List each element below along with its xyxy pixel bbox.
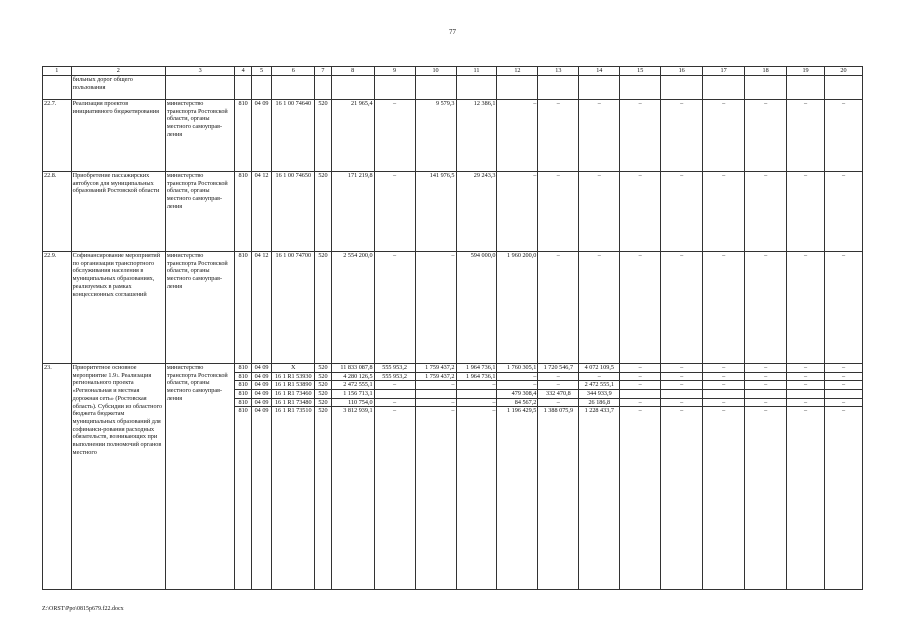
sub-cell: X	[272, 364, 314, 373]
sub-cell: 520	[318, 407, 328, 415]
sub-cell: 1 759 437,2	[416, 364, 456, 373]
sub-cell: 1 388 075,9	[543, 407, 574, 415]
sub-cell: 1 760 305,1	[497, 364, 537, 373]
cell-c11: 12 386,1	[456, 100, 497, 172]
cell-c4: 810	[235, 100, 251, 172]
sub-cell: 2 472 555,1	[579, 381, 619, 390]
cell-executor: министерство транспорта Ростовской области, органы местного самоуправ-ления	[165, 364, 235, 590]
sub-cell	[457, 390, 497, 399]
column-header: 13	[538, 67, 579, 76]
column-header: 12	[497, 67, 538, 76]
sub-cell: –	[661, 364, 702, 373]
sub-cell	[745, 390, 786, 399]
cell-c9: –	[374, 172, 415, 252]
continuation-row	[43, 76, 863, 100]
sub-cell: –	[825, 373, 862, 382]
cell-name: Приобретение пассажирских автобусов для муниципальных образований Ростовской области	[71, 172, 165, 252]
column-header: 18	[745, 67, 787, 76]
cell-num: 22.7.	[43, 100, 72, 172]
cell-c14	[579, 364, 620, 590]
cell-c10: 9 579,3	[415, 100, 456, 172]
sub-cell: 26 186,8	[579, 399, 619, 408]
sub-cell: –	[841, 407, 846, 415]
cell-c17: –	[703, 172, 745, 252]
cell-c6: 16 1 00 74650	[272, 172, 315, 252]
sub-cell: 16 1 R1 53890	[272, 381, 314, 390]
sub-cell: –	[745, 399, 786, 408]
cell-c11	[456, 364, 497, 590]
table-row	[43, 100, 863, 172]
sub-cell: –	[787, 399, 824, 408]
sub-cell: –	[638, 407, 642, 415]
cell-c4: 810	[235, 252, 251, 364]
cell-c6	[272, 364, 315, 590]
cell-c14: –	[579, 172, 620, 252]
sub-cell: 810	[235, 399, 250, 408]
sub-cell: 332 470,8	[538, 390, 578, 399]
sub-cell: –	[803, 407, 808, 415]
cell-c13: –	[538, 252, 579, 364]
sub-cell: 1 156 713,1	[332, 390, 374, 399]
sub-cell: –	[457, 381, 497, 390]
sub-cell: 479 308,4	[497, 390, 537, 399]
sub-cell: –	[497, 373, 537, 382]
sub-cell	[375, 390, 415, 399]
cell-c12: –	[497, 100, 538, 172]
sub-cell: 04 09	[254, 407, 269, 415]
cell-c15: –	[620, 100, 661, 172]
cell-num: 22.9.	[43, 252, 72, 364]
sub-cell	[661, 390, 702, 399]
sub-cell: 4 280 126,5	[332, 373, 374, 382]
cell-c16	[661, 364, 703, 590]
cell-c15	[620, 364, 661, 590]
cell-c16: –	[661, 252, 703, 364]
sub-cell: –	[787, 381, 824, 390]
sub-cell: –	[538, 373, 578, 382]
column-header: 10	[415, 67, 456, 76]
cell-c15: –	[620, 172, 661, 252]
sub-cell: 1 964 736,1	[457, 364, 497, 373]
sub-cell: –	[787, 373, 824, 382]
sub-cell: –	[492, 407, 496, 415]
cell-c7	[315, 364, 331, 590]
footer-file-path: Z:\ORST\Ppo\0815p679.f22.docx	[42, 606, 124, 612]
column-header: 6	[272, 67, 315, 76]
table-row	[43, 172, 863, 252]
budget-table	[42, 66, 863, 590]
name-part: . Реализация регионального проекта «Региональная и местная дорожная сеть» (Ростовская область). Субсидии из областного бюджета бюджетам муниципальных образований для софинанси-рования расходных обязательств, возникающих при выполнении полномочий органов местного	[72, 371, 163, 456]
sub-cell: –	[764, 407, 768, 415]
sub-cell: 520	[315, 381, 330, 390]
sub-cell: 1 196 429,5	[506, 407, 537, 415]
cell-c17: –	[703, 252, 745, 364]
cell-c7: 520	[315, 100, 331, 172]
column-header: 1	[43, 67, 72, 76]
sub-cell: 04 09	[252, 390, 271, 399]
cell-c13: –	[538, 172, 579, 252]
sub-cell: –	[538, 381, 578, 390]
cell-c14: –	[579, 252, 620, 364]
sub-cell: 1 720 546,7	[538, 364, 578, 373]
sub-cell: –	[661, 373, 702, 382]
sub-cell: –	[661, 381, 702, 390]
cell-executor: министерство транспорта Ростовской области, органы местного самоуправ-ления	[165, 252, 235, 364]
column-header: 15	[620, 67, 661, 76]
cell-c20: –	[824, 252, 862, 364]
sub-cell: 520	[315, 364, 330, 373]
sub-cell: 84 567,2	[497, 399, 537, 408]
sub-cell: –	[538, 399, 578, 408]
sub-cell: –	[451, 407, 455, 415]
cell-c16: –	[661, 100, 703, 172]
cell-c5: 04 12	[251, 252, 271, 364]
sub-cell: 04 09	[252, 399, 271, 408]
sub-cell: 810	[235, 373, 250, 382]
cell-c10	[415, 364, 456, 590]
sub-cell: –	[787, 364, 824, 373]
column-header: 16	[661, 67, 703, 76]
sub-cell: 344 933,9	[579, 390, 619, 399]
sub-cell: 520	[315, 399, 330, 408]
sub-cell: –	[393, 407, 397, 415]
sub-cell: 16 1 R1 53930	[272, 373, 314, 382]
sub-cell: –	[620, 373, 660, 382]
cell-name: Реализация проектов инициативного бюджетирования	[71, 100, 165, 172]
cell-c20: –	[824, 100, 862, 172]
sub-cell: 1 964 736,1	[457, 373, 497, 382]
cell-num: 23.	[43, 364, 72, 590]
column-header: 11	[456, 67, 497, 76]
cell-c19: –	[787, 172, 825, 252]
cell-c13: –	[538, 100, 579, 172]
table-row	[43, 252, 863, 364]
cell-c18: –	[745, 252, 787, 364]
column-header: 4	[235, 67, 251, 76]
cell-c14: –	[579, 100, 620, 172]
sub-cell: 3 812 939,1	[343, 407, 373, 415]
sub-cell: –	[416, 399, 456, 408]
cell-c16: –	[661, 172, 703, 252]
cell-c5: 04 09	[251, 100, 271, 172]
sub-cell: –	[745, 381, 786, 390]
cell-c17: –	[703, 100, 745, 172]
sub-cell: –	[620, 364, 660, 373]
cell-c12: 1 960 200,0	[497, 252, 538, 364]
column-header: 8	[331, 67, 374, 76]
sub-cell: –	[620, 399, 660, 408]
sub-cell: 520	[315, 390, 330, 399]
sub-cell: 4 072 109,5	[579, 364, 619, 373]
cell-c4: 810	[235, 172, 251, 252]
cell-c15: –	[620, 252, 661, 364]
sub-cell: –	[825, 364, 862, 373]
sub-cell: –	[825, 381, 862, 390]
cell-c10: 141 976,5	[415, 172, 456, 252]
table-row	[43, 364, 863, 590]
sub-cell: –	[497, 381, 537, 390]
sub-cell: –	[375, 381, 415, 390]
cell-c18: –	[745, 172, 787, 252]
column-header: 5	[251, 67, 271, 76]
sub-cell: –	[703, 373, 744, 382]
sub-cell: 2 472 555,1	[332, 381, 374, 390]
sub-cell: –	[745, 364, 786, 373]
cell-c11: 594 000,0	[456, 252, 497, 364]
cell-c20: –	[824, 172, 862, 252]
cell-c9: –	[374, 252, 415, 364]
sub-cell: 810	[238, 407, 248, 415]
sub-cell: 16 1 R1 73460	[272, 390, 314, 399]
sub-cell: 810	[235, 364, 250, 373]
sub-cell: –	[703, 381, 744, 390]
cell-c17	[703, 364, 745, 590]
sub-cell: 11 833 087,8	[332, 364, 374, 373]
sub-cell: 04 09	[252, 364, 271, 373]
cell-c13	[538, 364, 579, 590]
cell-c19	[787, 364, 825, 590]
sub-cell: –	[703, 399, 744, 408]
cell-c8: 2 554 200,0	[331, 252, 374, 364]
cell-executor: министерство транспорта Ростовской области, органы местного самоуправ-ления	[165, 100, 235, 172]
cell-c10: –	[415, 252, 456, 364]
sub-cell: 810	[235, 381, 250, 390]
cell-c9	[374, 364, 415, 590]
sub-cell	[620, 390, 660, 399]
sub-cell: 04 09	[252, 373, 271, 382]
cell-num: 22.8.	[43, 172, 72, 252]
sub-cell: 1 228 433,7	[584, 407, 614, 415]
cell-executor: министерство транспорта Ростовской области, органы местного самоуправ-ления	[165, 172, 235, 252]
sub-cell: –	[661, 399, 702, 408]
cell-c8: 21 965,4	[331, 100, 374, 172]
sub-cell: 810	[235, 390, 250, 399]
sub-cell: –	[722, 407, 726, 415]
cell-c20	[824, 364, 862, 590]
cell-c6: 16 1 00 74700	[272, 252, 315, 364]
sub-cell: –	[825, 399, 862, 408]
sub-cell: –	[457, 399, 497, 408]
cell-c4	[235, 364, 251, 590]
cell-c5: 04 12	[251, 172, 271, 252]
cell-c7: 520	[315, 252, 331, 364]
cell-c11: 29 243,3	[456, 172, 497, 252]
page-number: 77	[449, 28, 456, 36]
cell-c5	[251, 364, 271, 590]
sub-cell: –	[680, 407, 684, 415]
cell-c19: –	[787, 100, 825, 172]
cell-c8: 171 219,8	[331, 172, 374, 252]
cell-num	[43, 76, 72, 100]
sub-cell	[416, 390, 456, 399]
cell-name	[71, 364, 165, 590]
cell-c19: –	[787, 252, 825, 364]
cell-name: бильных дорог общего пользования	[71, 76, 165, 100]
sub-cell: 555 953,2	[375, 373, 415, 382]
cell-c8	[331, 364, 374, 590]
sub-cell: –	[620, 381, 660, 390]
header-row	[43, 67, 863, 76]
footnote-mark: 1	[116, 372, 119, 378]
cell-c12	[497, 364, 538, 590]
sub-cell: –	[416, 381, 456, 390]
sub-cell: –	[579, 373, 619, 382]
sub-cell: 04 09	[252, 381, 271, 390]
cell-c9: –	[374, 100, 415, 172]
column-header: 9	[374, 67, 415, 76]
sub-cell	[787, 390, 824, 399]
cell-c6: 16 1 00 74640	[272, 100, 315, 172]
column-header: 7	[315, 67, 331, 76]
sub-cell	[703, 390, 744, 399]
name-part: Приоритетное основное мероприятие 1.9	[72, 364, 137, 379]
sub-cell: –	[703, 364, 744, 373]
sub-cell	[825, 390, 862, 399]
sub-cell: 16 1 R1 73480	[272, 399, 314, 408]
sub-cell: 110 754,0	[332, 399, 374, 408]
cell-c18: –	[745, 100, 787, 172]
sub-cell: 555 953,2	[375, 364, 415, 373]
sub-cell: 1 759 437,2	[416, 373, 456, 382]
column-header: 17	[703, 67, 745, 76]
column-header: 14	[579, 67, 620, 76]
sub-cell: –	[745, 373, 786, 382]
sub-cell: 16 1 R1 73510	[274, 407, 312, 415]
sub-cell: –	[375, 399, 415, 408]
cell-c7: 520	[315, 172, 331, 252]
column-header: 2	[71, 67, 165, 76]
column-header: 19	[787, 67, 825, 76]
sub-cell: 520	[315, 373, 330, 382]
cell-c12: –	[497, 172, 538, 252]
column-header: 3	[165, 67, 235, 76]
cell-name: Софинансирование мероприятий по организации транспортного обслуживания населения в муниципальных образованиях, реализуемых в рамках концессионных соглашений	[71, 252, 165, 364]
cell-c18	[745, 364, 787, 590]
column-header: 20	[824, 67, 862, 76]
